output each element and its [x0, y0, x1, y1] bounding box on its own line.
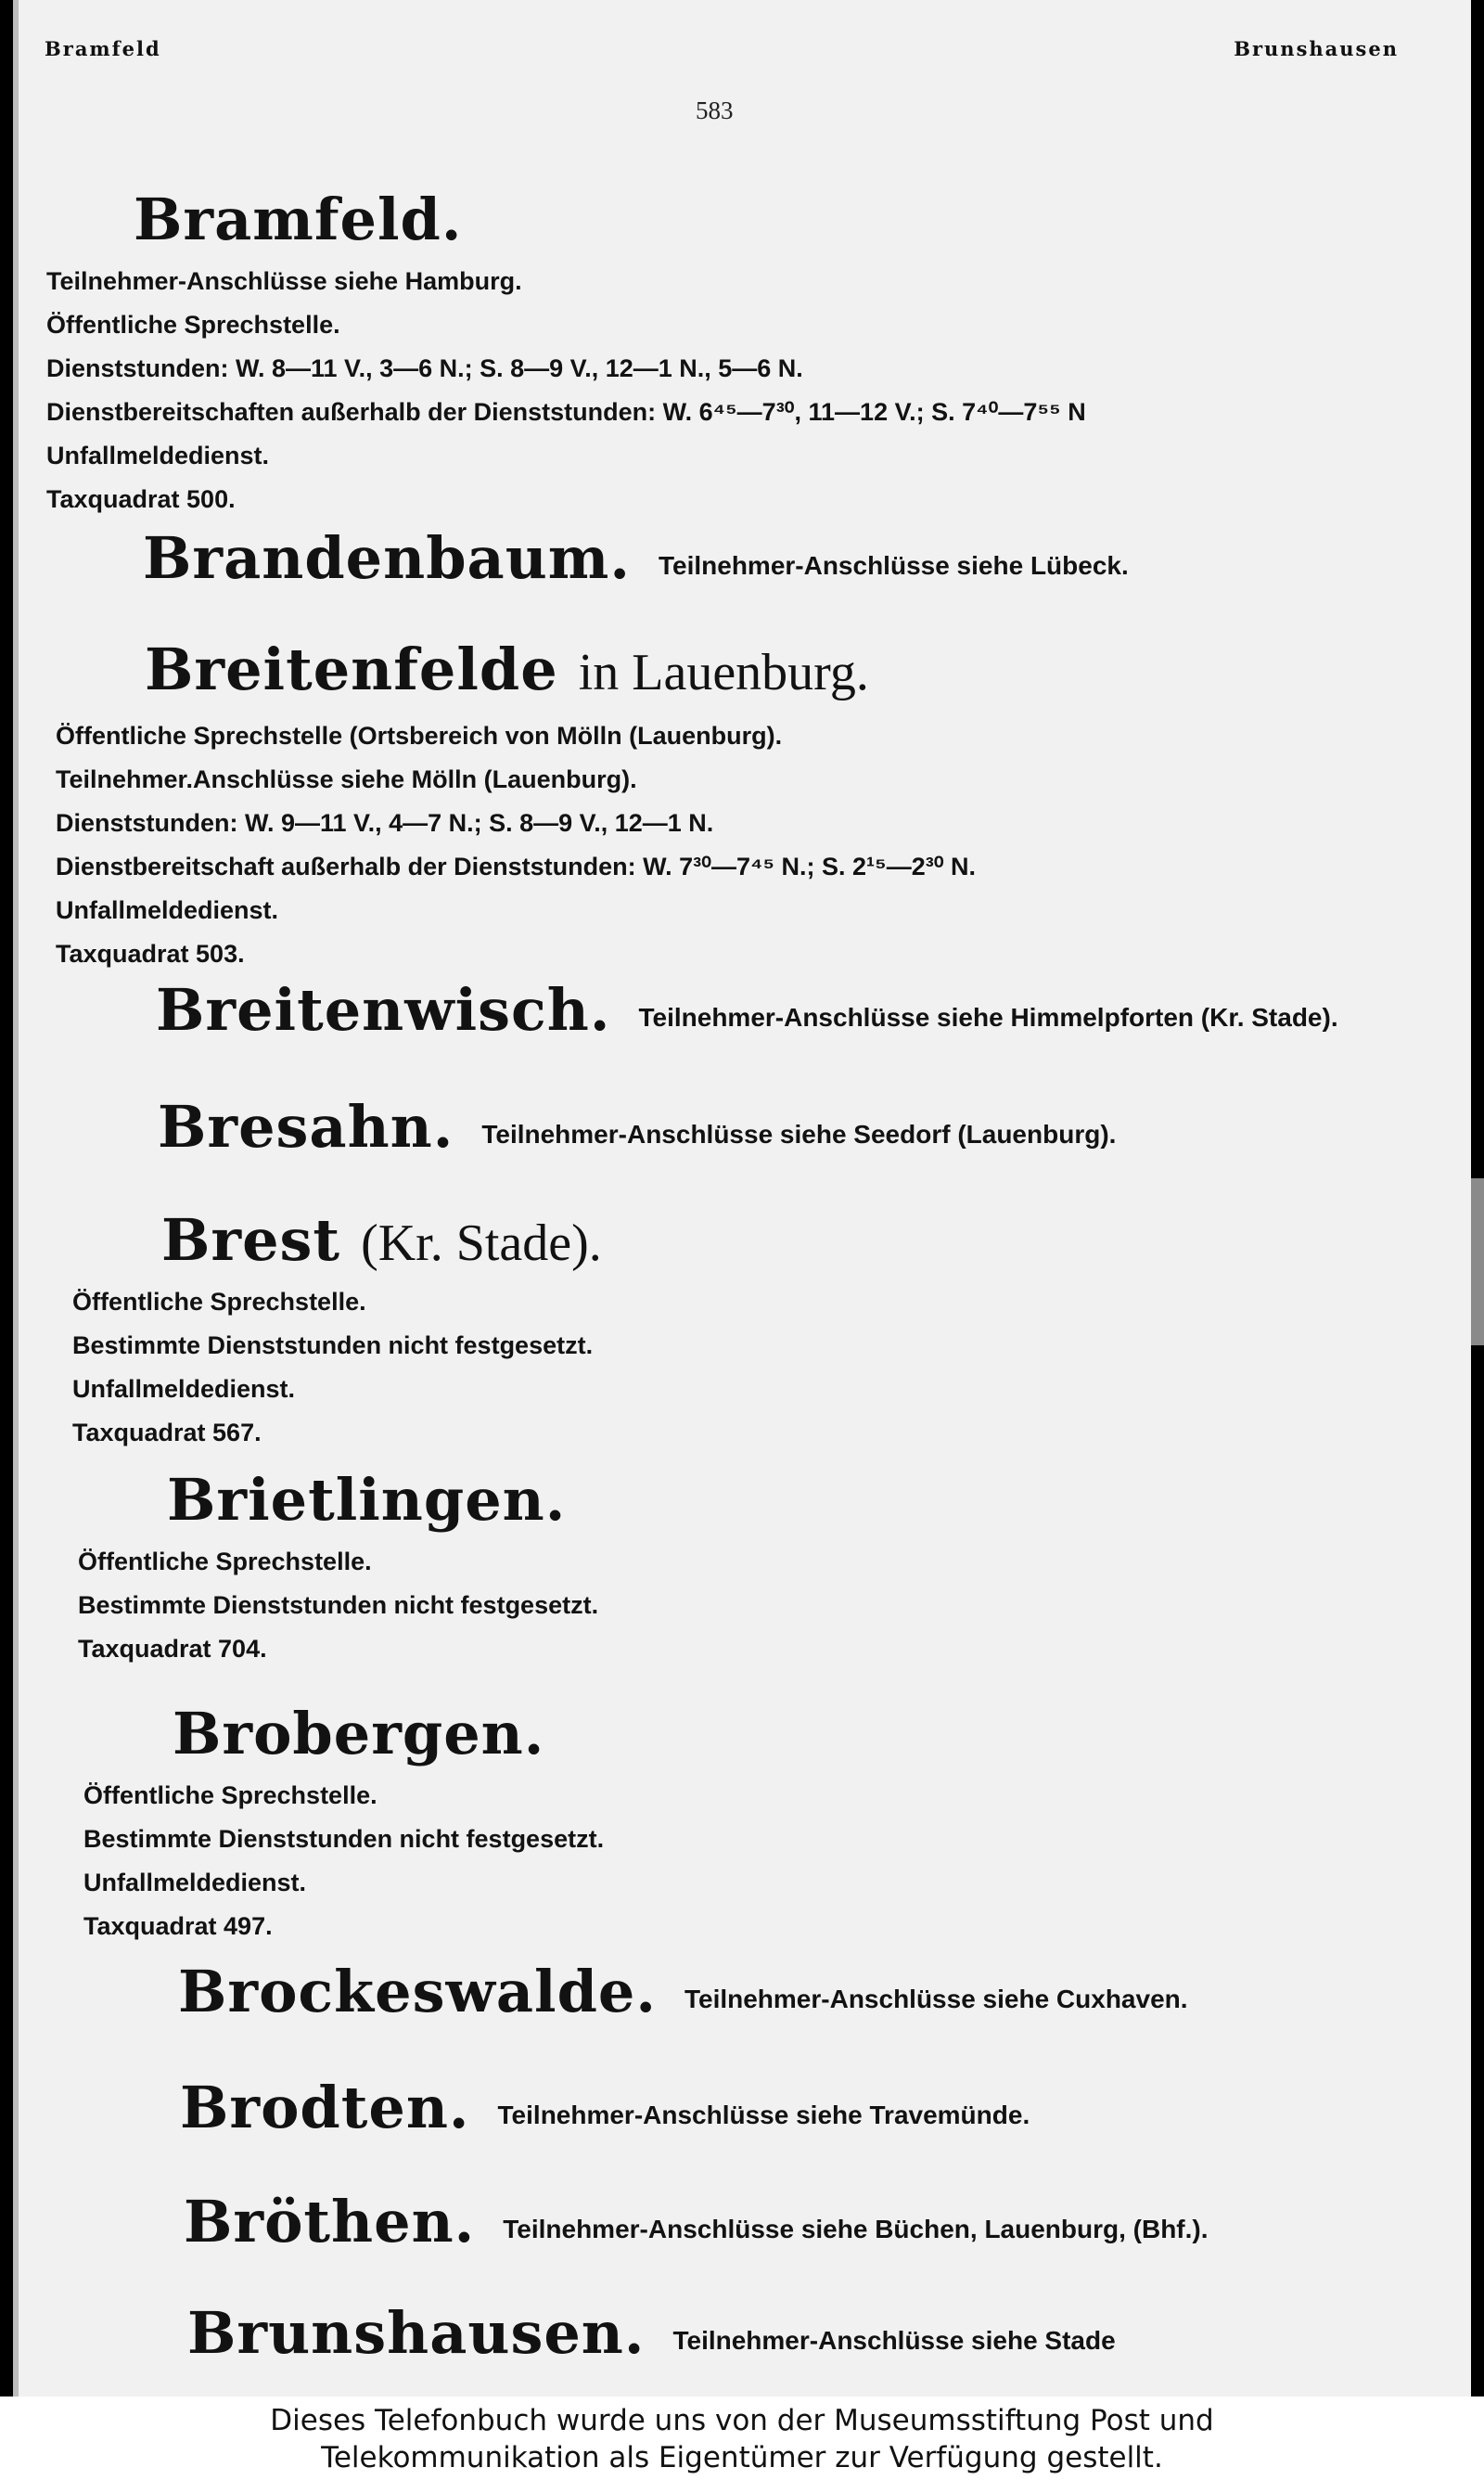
running-header-left: Bramfeld — [45, 37, 161, 60]
entry-brunshausen — [187, 2299, 1116, 2367]
detail-line: Öffentliche Sprechstelle. — [46, 311, 340, 339]
detail-line: Unfallmeldedienst. — [83, 1869, 307, 1896]
detail-line: Bestimmte Dienststunden nicht festgesetzt. — [83, 1825, 605, 1853]
place-name: Bröthen. — [184, 2188, 476, 2255]
place-name: Brodten. — [180, 2074, 470, 2141]
detail-line: Dienstbereitschaften außerhalb der Dienststunden: W. 6⁴⁵—7³⁰, 11—12 V.; S. 7⁴⁰—7⁵⁵ N — [46, 398, 1086, 426]
place-name: Bresahn. — [158, 1093, 454, 1161]
cross-reference: Teilnehmer-Anschlüsse siehe Seedorf (Lauenburg). — [481, 1120, 1117, 1149]
detail-line: Bestimmte Dienststunden nicht festgesetzt. — [78, 1591, 599, 1619]
entry-brest — [161, 1206, 602, 1274]
credit-line-1: Dieses Telefonbuch wurde uns von der Museumsstiftung Post und — [270, 2404, 1214, 2437]
page-number: 583 — [696, 96, 734, 124]
detail-line: Taxquadrat 567. — [72, 1419, 262, 1446]
scan-edge-mark — [1471, 1178, 1484, 1345]
entry-brobergen-details — [83, 1774, 604, 1948]
running-header-right: Brunshausen — [1234, 37, 1399, 60]
place-qualifier: (Kr. Stade). — [361, 1214, 602, 1272]
place-name: Brest — [161, 1206, 341, 1274]
entry-brandenbaum — [143, 524, 1129, 592]
cross-reference: Teilnehmer-Anschlüsse siehe Cuxhaven. — [684, 1985, 1188, 2013]
detail-line: Bestimmte Dienststunden nicht festgesetzt. — [72, 1331, 594, 1359]
detail-line: Dienststunden: W. 8—11 V., 3—6 N.; S. 8—9 V., 12—1 N., 5—6 N. — [46, 354, 803, 382]
cross-reference: Teilnehmer-Anschlüsse siehe Himmelpforten (Kr. Stade). — [638, 1003, 1338, 1032]
detail-line: Dienststunden: W. 9—11 V., 4—7 N.; S. 8—9 V., 12—1 N. — [56, 809, 714, 837]
detail-line: Teilnehmer-Anschlüsse siehe Hamburg. — [46, 267, 522, 295]
detail-line: Taxquadrat 704. — [78, 1635, 267, 1663]
place-name: Brietlingen. — [167, 1466, 567, 1534]
detail-line: Teilnehmer.Anschlüsse siehe Mölln (Lauenburg). — [56, 765, 637, 793]
credit-line-2: Telekommunikation als Eigentümer zur Verfügung gestellt. — [321, 2441, 1163, 2474]
cross-reference: Teilnehmer-Anschlüsse siehe Travemünde. — [497, 2101, 1030, 2129]
cross-reference: Teilnehmer-Anschlüsse siehe Büchen, Lauenburg, (Bhf.). — [503, 2215, 1209, 2243]
credit-footer — [0, 2396, 1484, 2480]
detail-line: Öffentliche Sprechstelle. — [83, 1781, 377, 1809]
detail-line: Unfallmeldedienst. — [46, 442, 270, 469]
place-name: Brunshausen. — [187, 2299, 646, 2367]
place-name: Bramfeld. — [134, 186, 463, 253]
detail-line: Unfallmeldedienst. — [72, 1375, 296, 1403]
detail-line: Taxquadrat 500. — [46, 485, 236, 513]
detail-line: Öffentliche Sprechstelle. — [78, 1548, 372, 1575]
detail-line: Dienstbereitschaft außerhalb der Dienststunden: W. 7³⁰—7⁴⁵ N.; S. 2¹⁵—2³⁰ N. — [56, 853, 977, 880]
place-name: Brockeswalde. — [178, 1958, 657, 2025]
place-name: Breitenwisch. — [156, 976, 611, 1044]
cross-reference: Teilnehmer-Anschlüsse siehe Lübeck. — [658, 551, 1129, 580]
entry-broethen — [184, 2188, 1209, 2255]
place-qualifier: in Lauenburg. — [578, 644, 869, 701]
entry-bramfeld-details — [46, 260, 1086, 521]
paper-sheet — [13, 0, 1471, 2396]
entry-brietlingen-details — [78, 1540, 598, 1671]
entry-breitenwisch — [156, 976, 1338, 1044]
entry-brietlingen — [167, 1466, 566, 1534]
entry-breitenfelde — [145, 636, 869, 703]
entry-brockeswalde — [178, 1958, 1188, 2025]
cross-reference: Teilnehmer-Anschlüsse siehe Stade — [672, 2326, 1116, 2355]
place-name: Breitenfelde — [145, 636, 558, 703]
detail-line: Öffentliche Sprechstelle. — [72, 1288, 366, 1316]
detail-line: Öffentliche Sprechstelle (Ortsbereich von Mölln (Lauenburg). — [56, 722, 783, 750]
detail-line: Taxquadrat 497. — [83, 1912, 273, 1940]
entry-brodten — [180, 2074, 1030, 2141]
entry-brest-details — [72, 1280, 593, 1455]
detail-line: Taxquadrat 503. — [56, 940, 245, 968]
entry-breitenfelde-details — [56, 714, 976, 976]
entry-bresahn — [158, 1093, 1116, 1161]
entry-bramfeld — [134, 186, 462, 253]
entry-brobergen — [173, 1700, 544, 1767]
detail-line: Unfallmeldedienst. — [56, 896, 279, 924]
place-name: Brobergen. — [173, 1700, 545, 1767]
place-name: Brandenbaum. — [143, 524, 631, 592]
